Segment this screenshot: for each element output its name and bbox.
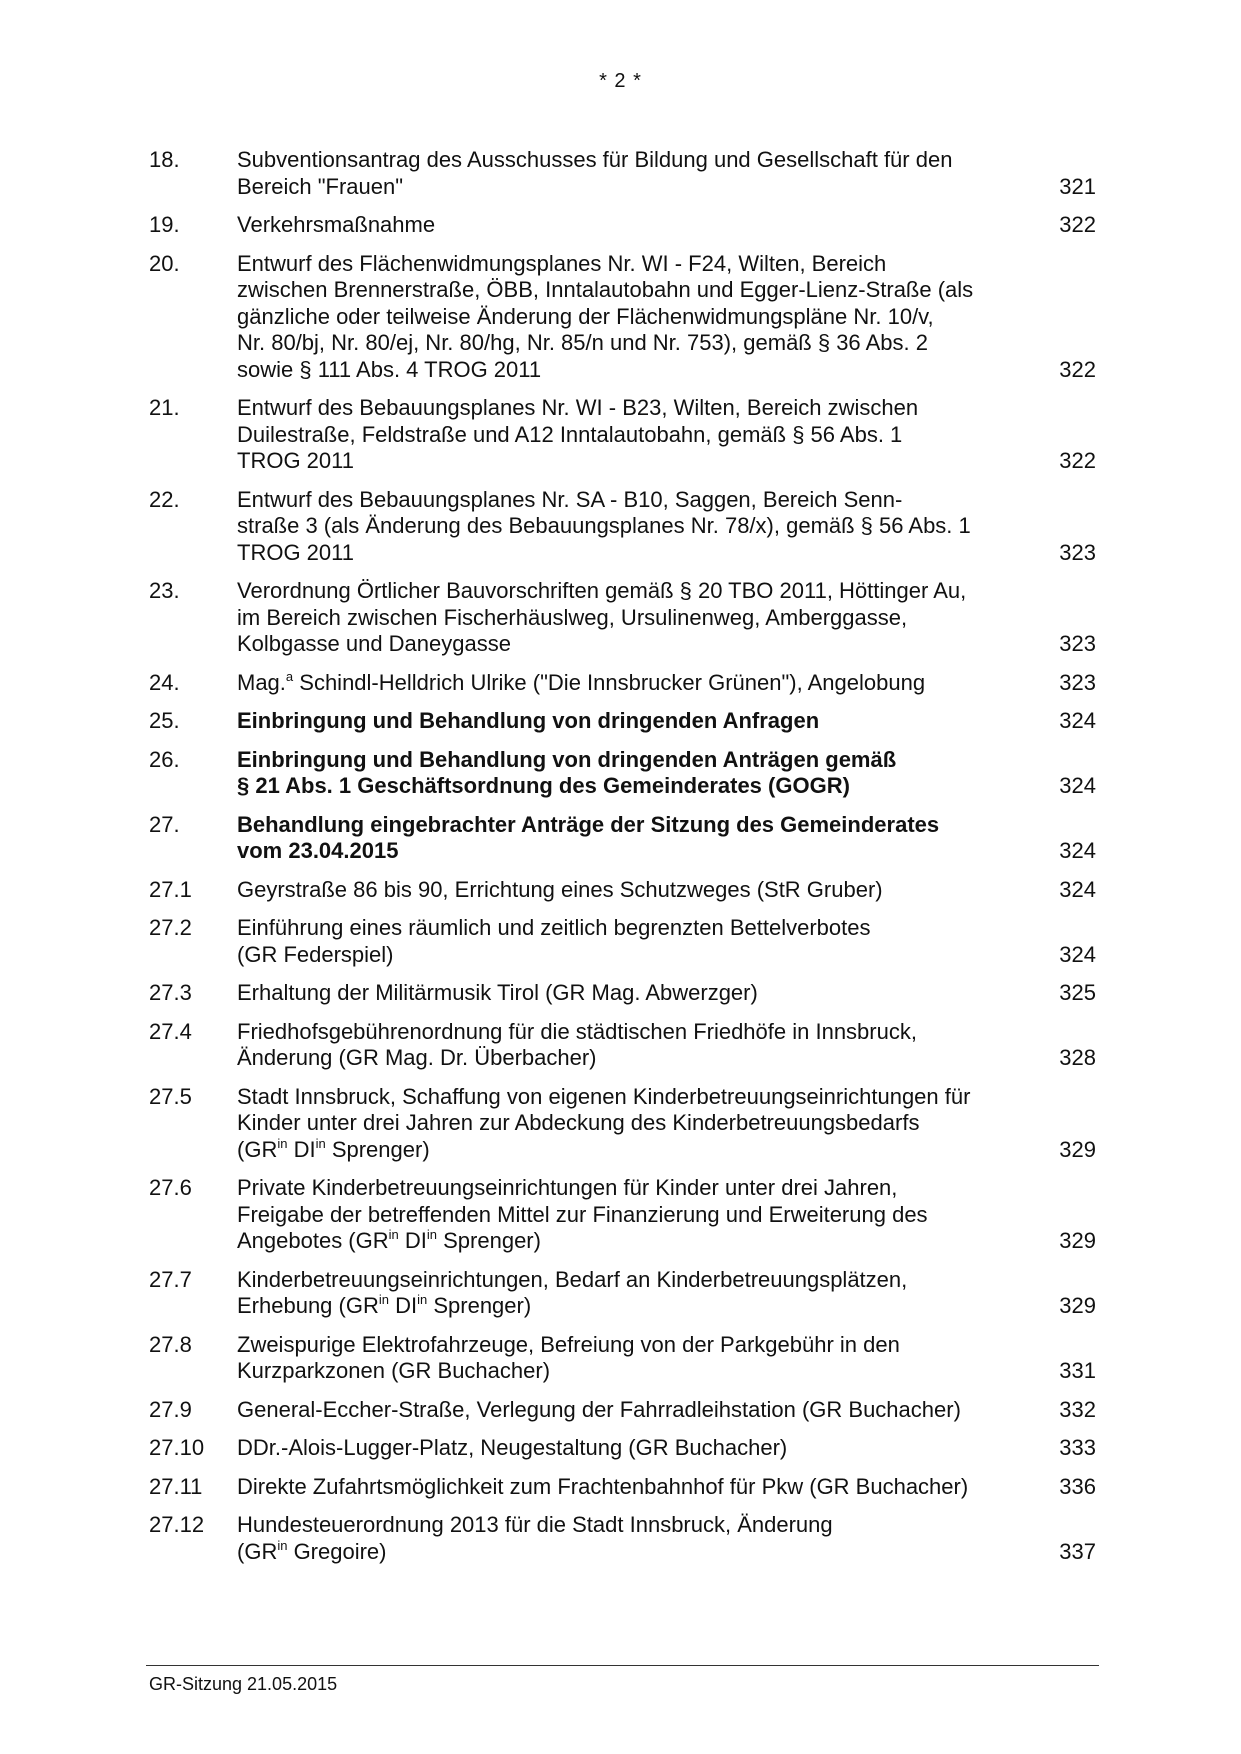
toc-entry-title-line <box>237 1019 1028 1046</box>
toc-entry <box>149 487 1096 567</box>
title-text: TROG 2011 <box>237 448 354 473</box>
toc-entry-number: 21. <box>149 395 180 420</box>
title-text: TROG 2011 <box>237 539 354 565</box>
title-text: (GR <box>237 1136 278 1162</box>
toc-entry <box>149 877 1096 904</box>
toc-entry-title-line <box>237 395 1028 422</box>
toc-entry-title-line <box>237 1332 1028 1359</box>
toc-entry-number: 27.9 <box>149 1396 192 1422</box>
title-text: Duilestraße, Feldstraße und A12 Inntalautobahn, gemäß § 56 Abs. 1 <box>237 421 903 447</box>
toc-entry-title-line <box>237 1045 1028 1072</box>
toc-entry-title <box>237 1175 1048 1255</box>
toc-entry <box>149 812 1096 865</box>
superscript-text: in <box>277 1537 288 1553</box>
title-text: Entwurf des Bebauungsplanes Nr. WI - B23, Wilten, Bereich zwischen <box>237 395 919 420</box>
toc-entry-page: 323 <box>1059 539 1096 565</box>
toc-entry-title <box>237 708 1048 735</box>
toc-entry-number: 22. <box>149 486 180 512</box>
title-text: Verkehrsmaßnahme <box>237 212 436 237</box>
toc-entry-title-line <box>237 1084 1028 1111</box>
title-text: Kurzparkzonen (GR Buchacher) <box>237 1358 551 1383</box>
toc-entry-title-line <box>237 251 1028 278</box>
title-text: General-Eccher-Straße, Verlegung der Fahrradleihstation (GR Buchacher) <box>237 1396 961 1422</box>
toc-entry-title <box>237 487 1048 567</box>
toc-entry-page: 333 <box>1059 1435 1096 1460</box>
toc-entry <box>149 1267 1096 1320</box>
toc-entry-title-line <box>237 877 1028 904</box>
toc-entry <box>149 1474 1096 1501</box>
toc-entry <box>149 1019 1096 1072</box>
toc-entry <box>149 1397 1096 1424</box>
toc-entry-title-line <box>237 513 1028 540</box>
toc-entry-title <box>237 1397 1048 1424</box>
toc-entry-title <box>237 1084 1048 1164</box>
title-text: Sprenger) <box>427 1293 532 1318</box>
toc-entry-title-line <box>237 942 1028 969</box>
superscript-text: in <box>315 1135 326 1151</box>
title-text: gänzliche oder teilweise Änderung der Flächenwidmungspläne Nr. 10/v, <box>237 303 934 329</box>
toc-entry-number: 27.6 <box>149 1175 192 1200</box>
title-text: Entwurf des Flächenwidmungsplanes Nr. WI - F24, Wilten, Bereich <box>237 250 887 276</box>
title-text: straße 3 (als Änderung des Bebauungsplanes Nr. 78/x), gemäß § 56 Abs. 1 <box>237 513 971 538</box>
title-text: Hundesteuerordnung 2013 für die Stadt Innsbruck, Änderung <box>237 1512 833 1537</box>
toc-entry <box>149 708 1096 735</box>
toc-entry-page: 323 <box>1059 669 1096 695</box>
toc-entry <box>149 1512 1096 1565</box>
toc-entry-title-line <box>237 448 1028 475</box>
toc-entry-title-line <box>237 1474 1028 1501</box>
toc-entry-number: 27.7 <box>149 1266 192 1292</box>
toc-entry <box>149 147 1096 200</box>
toc-entry-number: 27.3 <box>149 980 192 1005</box>
toc-entry-title-line <box>237 1137 1028 1164</box>
toc-entry-page: 329 <box>1059 1293 1096 1318</box>
toc-entry-title-line <box>237 1110 1028 1137</box>
toc-entry-number: 25. <box>149 708 180 733</box>
toc-entry <box>149 212 1096 239</box>
toc-entry-page: 328 <box>1059 1045 1096 1070</box>
superscript-text: in <box>378 1292 389 1307</box>
title-text: Subventionsantrag des Ausschusses für Bildung und Gesellschaft für den <box>237 147 953 172</box>
title-text: Zweispurige Elektrofahrzeuge, Befreiung von der Parkgebühr in den <box>237 1331 900 1357</box>
toc-entry-title-line <box>237 708 1028 735</box>
title-text: Entwurf des Bebauungsplanes Nr. SA - B10, Saggen, Bereich Senn- <box>237 486 903 512</box>
toc-entry-number: 27.8 <box>149 1331 192 1357</box>
toc-entry-title-line <box>237 915 1028 942</box>
toc-entry-title-line <box>237 422 1028 449</box>
toc-entry-page: 336 <box>1059 1473 1096 1499</box>
toc-entry-page: 322 <box>1059 356 1096 382</box>
toc-entry <box>149 980 1096 1007</box>
title-text: Geyrstraße 86 bis 90, Errichtung eines Schutzweges (StR Gruber) <box>237 876 883 902</box>
title-text: zwischen Brennerstraße, ÖBB, Inntalautobahn und Egger-Lienz-Straße (als <box>237 277 974 302</box>
toc-entry-page: 322 <box>1059 212 1096 237</box>
toc-entry-page: 337 <box>1059 1538 1096 1564</box>
toc-entry-title <box>237 1332 1048 1385</box>
toc-entry-number: 27.12 <box>149 1512 205 1537</box>
toc-entry-title-line <box>237 357 1028 384</box>
toc-entry-number: 27.1 <box>149 876 192 902</box>
toc-entry-number: 27.10 <box>149 1435 205 1460</box>
toc-entry-title <box>237 1474 1048 1501</box>
title-text: Friedhofsgebührenordnung für die städtischen Friedhöfe in Innsbruck, <box>237 1018 917 1044</box>
toc-entry-title <box>237 1435 1048 1462</box>
toc-entry-page: 321 <box>1059 173 1096 199</box>
toc-entry <box>149 1175 1096 1255</box>
toc-entry-title-line <box>237 212 1028 239</box>
toc-entry-page: 324 <box>1059 876 1096 902</box>
table-of-contents <box>149 147 1096 1577</box>
toc-entry-title-line <box>237 1512 1028 1539</box>
title-text: DI <box>388 1293 418 1318</box>
title-text: Erhebung (GR <box>237 1293 379 1318</box>
toc-entry-title-line <box>237 578 1028 605</box>
toc-entry-title-line <box>237 1228 1028 1255</box>
toc-entry <box>149 1084 1096 1164</box>
superscript-text: a <box>285 668 294 684</box>
toc-entry-page: 324 <box>1059 838 1096 863</box>
title-text: sowie § 111 Abs. 4 TROG 2011 <box>237 356 542 382</box>
toc-entry-number: 27.2 <box>149 915 192 940</box>
toc-entry-number: 27.5 <box>149 1083 192 1109</box>
title-text: Kolbgasse und Daneygasse <box>237 631 511 656</box>
title-text: DDr.-Alois-Lugger-Platz, Neugestaltung (GR Buchacher) <box>237 1435 788 1460</box>
toc-entry-title-line <box>237 1397 1028 1424</box>
title-text: DI <box>398 1228 427 1253</box>
toc-entry-title <box>237 747 1048 800</box>
toc-entry-page: 322 <box>1059 448 1096 473</box>
toc-entry-title <box>237 147 1048 200</box>
toc-entry-title <box>237 251 1048 384</box>
title-text: Kinder unter drei Jahren zur Abdeckung des Kinderbetreuungsbedarfs <box>237 1110 920 1135</box>
toc-entry-title-line <box>237 605 1028 632</box>
toc-entry-title <box>237 877 1048 904</box>
toc-entry-title-line <box>237 838 1028 865</box>
title-text: Private Kinderbetreuungseinrichtungen für Kinder unter drei Jahren, <box>237 1175 898 1200</box>
title-text: Sprenger) <box>325 1136 430 1162</box>
title-text: Mag. <box>237 669 286 695</box>
title-text: § 21 Abs. 1 Geschäftsordnung des Gemeinderates (GOGR) <box>237 773 850 798</box>
title-text: Schindl-Helldrich Ulrike ("Die Innsbrucker Grünen"), Angelobung <box>293 669 926 695</box>
toc-entry-title-line <box>237 1202 1028 1229</box>
toc-entry <box>149 915 1096 968</box>
toc-entry-title-line <box>237 812 1028 839</box>
page-number: * 2 * <box>599 70 642 92</box>
toc-entry <box>149 747 1096 800</box>
title-text: DI <box>287 1136 316 1162</box>
superscript-text: in <box>277 1135 288 1151</box>
title-text: vom 23.04.2015 <box>237 838 399 863</box>
title-text: Behandlung eingebrachter Anträge der Sitzung des Gemeinderates <box>237 811 940 837</box>
toc-entry-title-line <box>237 773 1028 800</box>
toc-entry-title <box>237 915 1048 968</box>
toc-entry-number: 19. <box>149 212 180 237</box>
toc-entry-title-line <box>237 277 1028 304</box>
toc-entry-page: 323 <box>1059 631 1096 656</box>
toc-entry-title-line <box>237 1358 1028 1385</box>
superscript-text: in <box>388 1227 399 1242</box>
toc-entry <box>149 670 1096 697</box>
title-text: Bereich "Frauen" <box>237 173 404 199</box>
toc-entry-page: 324 <box>1059 773 1096 798</box>
title-text: (GR <box>237 1538 278 1564</box>
toc-entry-title-line <box>237 1267 1028 1294</box>
title-text: Direkte Zufahrtsmöglichkeit zum Frachtenbahnhof für Pkw (GR Buchacher) <box>237 1473 969 1499</box>
toc-entry-title <box>237 812 1048 865</box>
toc-entry-title-line <box>237 1539 1028 1566</box>
toc-entry-title <box>237 1512 1048 1565</box>
toc-entry-page: 324 <box>1059 708 1096 733</box>
toc-entry-page: 325 <box>1059 980 1096 1005</box>
title-text: Angebotes (GR <box>237 1228 389 1253</box>
title-text: Änderung (GR Mag. Dr. Überbacher) <box>237 1045 597 1070</box>
toc-entry-title-line <box>237 174 1028 201</box>
toc-entry-page: 332 <box>1059 1396 1096 1422</box>
toc-entry-title <box>237 670 1048 697</box>
toc-entry <box>149 1332 1096 1385</box>
toc-entry-number: 23. <box>149 578 180 603</box>
title-text: Nr. 80/bj, Nr. 80/ej, Nr. 80/hg, Nr. 85/n und Nr. 753), gemäß § 36 Abs. 2 <box>237 330 928 355</box>
title-text: Verordnung Örtlicher Bauvorschriften gemäß § 20 TBO 2011, Höttinger Au, <box>237 578 967 603</box>
toc-entry-title-line <box>237 487 1028 514</box>
footer-divider <box>146 1665 1099 1666</box>
title-text: Einführung eines räumlich und zeitlich begrenzten Bettelverbotes <box>237 915 871 940</box>
toc-entry-page: 324 <box>1059 941 1096 967</box>
toc-entry-number: 18. <box>149 147 180 172</box>
toc-entry <box>149 251 1096 384</box>
toc-entry-number: 27. <box>149 811 180 837</box>
toc-entry-title-line <box>237 631 1028 658</box>
toc-entry-page: 331 <box>1059 1358 1096 1383</box>
toc-entry-number: 24. <box>149 669 180 695</box>
toc-entry-title-line <box>237 147 1028 174</box>
toc-entry-title-line <box>237 304 1028 331</box>
toc-entry-number: 26. <box>149 746 180 772</box>
toc-entry-number: 20. <box>149 250 180 276</box>
superscript-text: in <box>417 1292 428 1307</box>
title-text: Einbringung und Behandlung von dringenden Anträgen gemäß <box>237 746 897 772</box>
superscript-text: in <box>426 1227 438 1242</box>
toc-entry-title <box>237 212 1048 239</box>
toc-entry-title-line <box>237 330 1028 357</box>
title-text: Sprenger) <box>437 1228 541 1253</box>
title-text: Einbringung und Behandlung von dringenden Anfragen <box>237 708 820 733</box>
toc-entry-title <box>237 578 1048 658</box>
title-text: im Bereich zwischen Fischerhäuslweg, Ursulinenweg, Amberggasse, <box>237 604 908 630</box>
title-text: Freigabe der betreffenden Mittel zur Finanzierung und Erweiterung des <box>237 1201 928 1227</box>
toc-entry-title <box>237 980 1048 1007</box>
toc-entry-title <box>237 395 1048 475</box>
title-text: Stadt Innsbruck, Schaffung von eigenen Kinderbetreuungseinrichtungen für <box>237 1083 971 1109</box>
toc-entry-title-line <box>237 1435 1028 1462</box>
toc-entry-number: 27.4 <box>149 1018 192 1044</box>
toc-entry-title-line <box>237 1293 1028 1320</box>
toc-entry-title <box>237 1019 1048 1072</box>
toc-entry-title-line <box>237 1175 1028 1202</box>
footer-session-date: GR-Sitzung 21.05.2015 <box>149 1674 338 1694</box>
toc-entry-title <box>237 1267 1048 1320</box>
toc-entry-title-line <box>237 540 1028 567</box>
toc-entry <box>149 395 1096 475</box>
toc-entry-title-line <box>237 747 1028 774</box>
toc-entry <box>149 1435 1096 1462</box>
title-text: Kinderbetreuungseinrichtungen, Bedarf an Kinderbetreuungsplätzen, <box>237 1266 908 1292</box>
toc-entry-title-line <box>237 980 1028 1007</box>
toc-entry-page: 329 <box>1059 1228 1096 1253</box>
toc-entry-title-line <box>237 670 1028 697</box>
title-text: (GR Federspiel) <box>237 941 394 967</box>
toc-entry-number: 27.11 <box>149 1473 203 1499</box>
toc-entry-page: 329 <box>1059 1136 1096 1162</box>
title-text: Erhaltung der Militärmusik Tirol (GR Mag. Abwerzger) <box>237 980 758 1005</box>
title-text: Gregoire) <box>287 1538 387 1564</box>
toc-entry <box>149 578 1096 658</box>
